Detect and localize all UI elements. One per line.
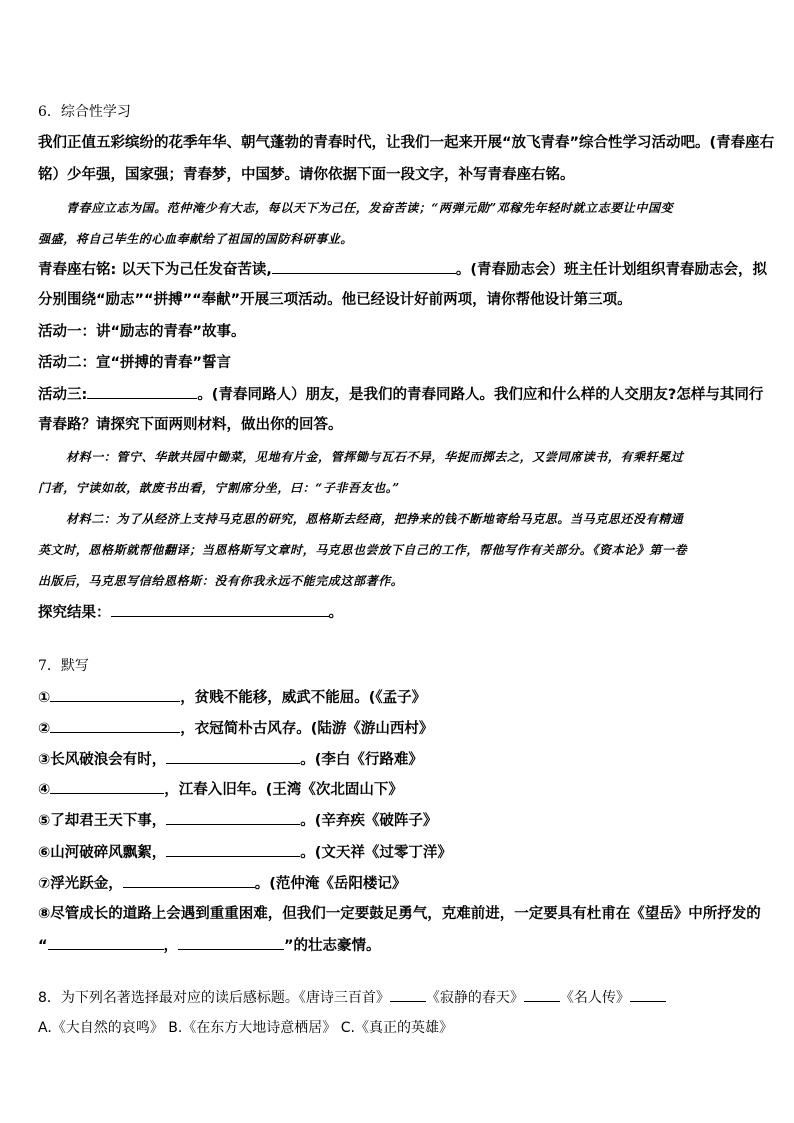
dictation-blank[interactable] [123,873,255,888]
material1-line2: 门者，宁读如故，歆废书出看，宁割席分坐，曰：“子非吾友也。” [38,481,400,495]
dictation-item [38,687,426,708]
dictation-item8-line2 [38,935,381,956]
close-quote-text: ”的壮志豪情。 [284,938,381,954]
motto-prefix: 青春座右铭: 以天下为己任发奋苦读, [38,262,272,278]
dictation-item8-line1: ⑧尽管成长的道路上会遇到重重困难，但我们一定要鼓足勇气，克难前进，一定要具有杜甫在《望岳》中所抒发的 [38,906,761,922]
q6-quote-line2: 强盛，将自己毕生的心血奉献给了祖国的国防科研事业。 [38,232,354,246]
activity3-prefix: 活动三: [38,387,88,403]
dictation-blank[interactable] [166,842,300,857]
dictation-item [38,842,452,863]
dictation-blank[interactable] [48,935,164,950]
dictation-suffix: 。(辛弃疾《破阵子》 [300,813,438,829]
dictation-prefix: ⑥山河破碎风飘絮， [38,845,167,861]
dictation-prefix: ④ [38,782,51,798]
result-answer-blank[interactable] [111,602,329,617]
dictation-prefix: ① [38,690,51,706]
motto-answer-blank[interactable] [272,259,456,274]
dictation-blank[interactable] [178,935,284,950]
dictation-prefix: ⑦浮光跃金， [38,876,123,892]
dictation-prefix: ③长风破浪会有时， [38,752,167,768]
dictation-blank[interactable] [50,718,180,733]
q8-blank[interactable] [630,987,666,1002]
dictation-blank[interactable] [166,749,300,764]
open-quote: “ [38,938,48,954]
dictation-prefix: ② [38,721,51,737]
dictation-item [38,749,423,770]
q6-quote-line1: 青春应立志为国。范仲淹少有大志，每以天下为己任，发奋苦读；“两弹元勋”邓稼先年轻时就立志要让中国变 [66,201,674,215]
q7-heading: 7．默写 [38,658,89,674]
result-prefix: 探究结果： [38,605,111,621]
material2-line1: 材料二：为了从经济上支持马克思的研究，恩格斯去经商，把挣来的钱不断地寄给马克思。当马克思还没有精通 [66,512,684,526]
q6-activity2: 活动二：宣“拼搏的青春”誓言 [38,355,232,371]
q6-activity3-line [38,384,763,405]
material2-line2: 英文时，恩格斯就帮他翻译；当恩格斯写文章时，马克思也尝放下自己的工作，帮他写作有关部分。《资本论》第一卷 [38,543,688,557]
material2-line3: 出版后，马克思写信给恩格斯：没有你我永远不能完成这部著作。 [38,574,404,588]
dictation-prefix: ⑤了却君王天下事， [38,813,167,829]
dictation-item [38,873,406,894]
dictation-suffix: ，衣冠简朴古风存。(陆游《游山西村》 [180,721,434,737]
dictation-blank[interactable] [50,779,164,794]
dictation-suffix: ，贫贱不能移，威武不能屈。(《孟子》 [180,690,427,706]
dictation-suffix: ，江春入旧年。(王湾《次北固山下》 [164,782,403,798]
activity3-answer-blank[interactable] [87,384,197,399]
q6-activity3-line2: 青春路？请探究下面两则材料，做出你的回答。 [38,417,343,433]
q8-blank[interactable] [524,987,560,1002]
motto-suffix: 。(青春励志会）班主任计划组织青春励志会，拟 [455,262,767,278]
dictation-suffix: 。(范仲淹《岳阳楼记》 [254,876,407,892]
q8-book3: 《名人传》 [559,990,630,1006]
dictation-item [38,779,403,800]
dictation-suffix: 。(文天祥《过零丁洋》 [300,845,452,861]
q8-book2: 《寂静的春天》 [425,990,524,1006]
q6-activity1: 活动一：讲“励志的青春”故事。 [38,324,246,340]
q8-stem-prefix: 8．为下列名著选择最对应的读后感标题。《唐诗三百首》 [38,990,390,1006]
q6-result-line [38,602,343,623]
q8-blank[interactable] [390,987,426,1002]
q6-heading: 6．综合性学习 [38,104,131,120]
activity3-suffix: 。(青春同路人）朋友，是我们的青春同路人。我们应和什么样的人交朋友?怎样与其同行 [197,387,764,403]
q6-motto-line2: 分别围绕“励志”“拼搏”“奉献”开展三项活动。他已经设计好前两项，请你帮他设计第三项。 [38,292,632,308]
dictation-item [38,718,433,739]
q8-options: A.《大自然的哀鸣》 B.《在东方大地诗意栖居》 C.《真正的英雄》 [38,1020,453,1036]
q6-intro-line2: 铭）少年强，国家强；青春梦，中国梦。请你依据下面一段文字，补写青春座右铭。 [38,167,575,183]
q6-motto-line [38,259,767,280]
dictation-blank[interactable] [50,687,180,702]
dictation-blank[interactable] [166,810,300,825]
q6-intro-line1: 我们正值五彩缤纷的花季年华、朝气蓬勃的青春时代，让我们一起来开展“放飞青春”综合性学习活动吧。(青春座右 [38,135,775,151]
q8-stem [38,987,666,1008]
dictation-suffix: 。(李白《行路难》 [300,752,423,768]
dictation-item [38,810,437,831]
material1-line1: 材料一：管宁、华歆共园中锄菜，见地有片金，管挥锄与瓦石不异，华捉而掷去之，又尝同席读书，有乘轩冕过 [66,450,684,464]
result-suffix: 。 [328,605,343,621]
comma: ， [163,938,179,954]
